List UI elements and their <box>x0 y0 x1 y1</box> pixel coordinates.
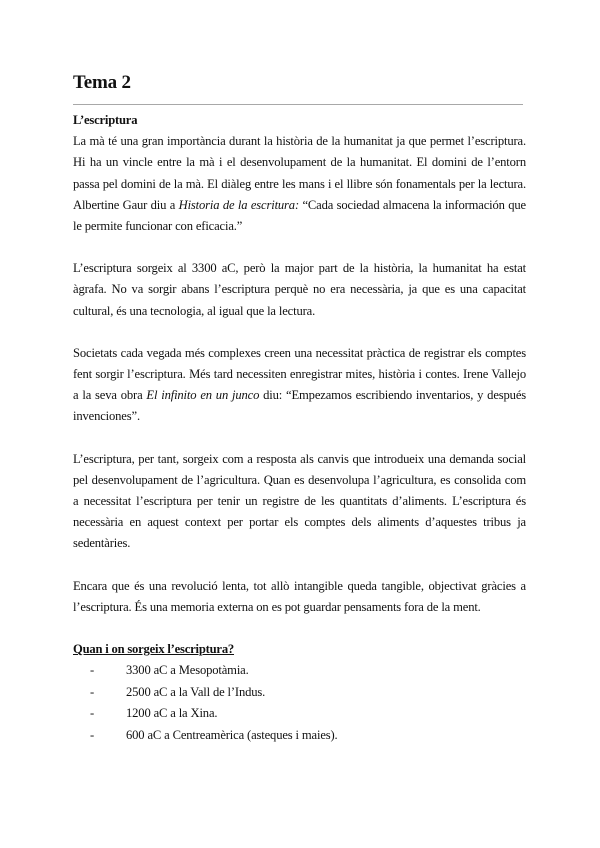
list-item <box>90 660 526 682</box>
paragraph-4-text: L’escriptura, per tant, sorgeix com a resposta als canvis que introdueix una demanda social pel desenvolupament de l’agricultura. Quan es desenvolupa l’agricultura, es consolida com a necessitat l’escriptura per tenir un registre de les quantitats d’aliments. L’escriptura és necessària en aquest context per portar els comptes dels aliments d’aquestes tribus ja sedentàries. <box>73 451 526 551</box>
list-item <box>90 682 526 704</box>
list-item <box>90 725 526 747</box>
paragraph-2-text: L’escriptura sorgeix al 3300 aC, però la major part de la història, la humanitat ha estat àgrafa. No va sorgir abans l’escriptura perquè no era necessària, ja que es una capacitat cultural, és una tecnologia, al igual que la lectura. <box>73 261 526 318</box>
origins-list <box>73 660 526 746</box>
paragraph-3-text-b: diu: “Empezamos escribiendo inventarios, y después invenciones”. <box>73 388 527 424</box>
paragraph-1-text-a: La mà té una gran importància durant la història de la humanitat ja que permet l’escriptura. Hi ha un vincle entre la mà i el desenvolupament de la humanitat. El domini de l’entorn passa pel domini de la mà. El diàleg entre les mans i el llibre són fonamentals per la lectura. Albertine Gaur diu a <box>73 134 526 212</box>
list-item <box>90 703 526 725</box>
list-item-text: 3300 aC a Mesopotàmia. <box>126 663 249 678</box>
list-item-text: 1200 aC a la Xina. <box>126 706 218 721</box>
paragraph-3 <box>73 343 526 428</box>
paragraph-5 <box>73 576 526 618</box>
list-marker: - <box>90 663 95 678</box>
section-heading: L’escriptura <box>73 113 138 127</box>
paragraph-2 <box>73 258 526 322</box>
list-marker: - <box>90 684 95 699</box>
list-marker: - <box>90 706 95 721</box>
paragraph-1 <box>73 131 526 237</box>
list-item-text: 2500 aC a la Vall de l’Indus. <box>126 684 266 699</box>
document-body <box>73 110 526 747</box>
paragraph-4 <box>73 449 526 555</box>
paragraph-3-text-a: Societats cada vegada més complexes creen una necessitat pràctica de registrar els comptes fent sorgir l’escriptura. Més tard necessiten enregistrar mites, història i contes. Irene Vallejo a la seva obra <box>73 345 526 403</box>
page-title: Tema 2 <box>73 72 131 93</box>
list-item-text: 600 aC a Centreamèrica (asteques i maies). <box>126 728 338 743</box>
paragraph-5-text: Encara que és una revolució lenta, tot allò intangible queda tangible, objectivat gràcies a l’escriptura. És una memoria externa on es pot guardar pensaments fora de la ment. <box>73 578 526 614</box>
paragraph-1-book-title: Historia de la escritura: <box>178 197 300 212</box>
paragraph-1-text-b: “Cada sociedad almacena la información que le permite funcionar con eficacia.” <box>73 197 526 234</box>
list-subheading: Quan i on sorgeix l’escriptura? <box>73 642 235 657</box>
title-divider <box>73 104 523 105</box>
paragraph-3-book-title: El infinito en un junco <box>146 388 260 403</box>
list-marker: - <box>90 728 95 743</box>
